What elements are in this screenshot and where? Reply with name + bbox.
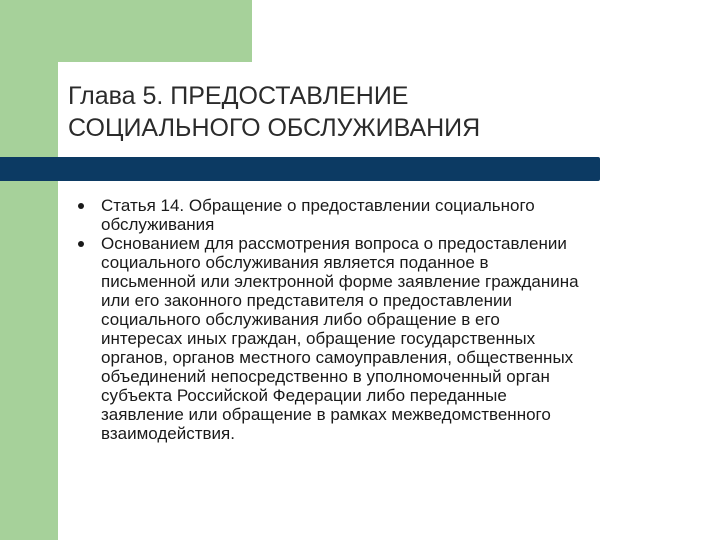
- bullet-line: или его законного представителя о предоставлении: [101, 291, 512, 310]
- bullet-line: социального обслуживания либо обращение в его: [101, 310, 500, 329]
- slide-title-line-1: Глава 5. ПРЕДОСТАВЛЕНИЕ: [68, 82, 409, 110]
- bullet-line: Основанием для рассмотрения вопроса о предоставлении: [101, 234, 567, 253]
- bullet-line: субъекта Российской Федерации либо переданные: [101, 386, 507, 405]
- bullet-dot-icon: [78, 241, 84, 247]
- bullet-line: органов, органов местного самоуправления, общественных: [101, 348, 574, 367]
- bullet-item-article-14: [78, 196, 678, 234]
- green-accent-strip: [0, 157, 58, 540]
- bullet-line: взаимодействия.: [101, 424, 235, 443]
- bullet-line: социального обслуживания является поданное в: [101, 253, 489, 272]
- title-underline-bar: [0, 157, 600, 181]
- bullet-item-grounds: [78, 234, 678, 443]
- bullet-line: интересах иных граждан, обращение государственных: [101, 329, 536, 348]
- bullet-line: заявление или обращение в рамках межведомственного: [101, 405, 551, 424]
- bullet-line: письменной или электронной форме заявление гражданина: [101, 272, 579, 291]
- bullet-line: обслуживания: [101, 215, 215, 234]
- slide-title-line-2: СОЦИАЛЬНОГО ОБСЛУЖИВАНИЯ: [68, 114, 481, 142]
- bullet-line: объединений непосредственно в уполномоченный орган: [101, 367, 550, 386]
- slide-title: [68, 80, 688, 144]
- bullet-list: [78, 196, 678, 443]
- bullet-line: Статья 14. Обращение о предоставлении социального: [101, 196, 535, 215]
- bullet-dot-icon: [78, 203, 84, 209]
